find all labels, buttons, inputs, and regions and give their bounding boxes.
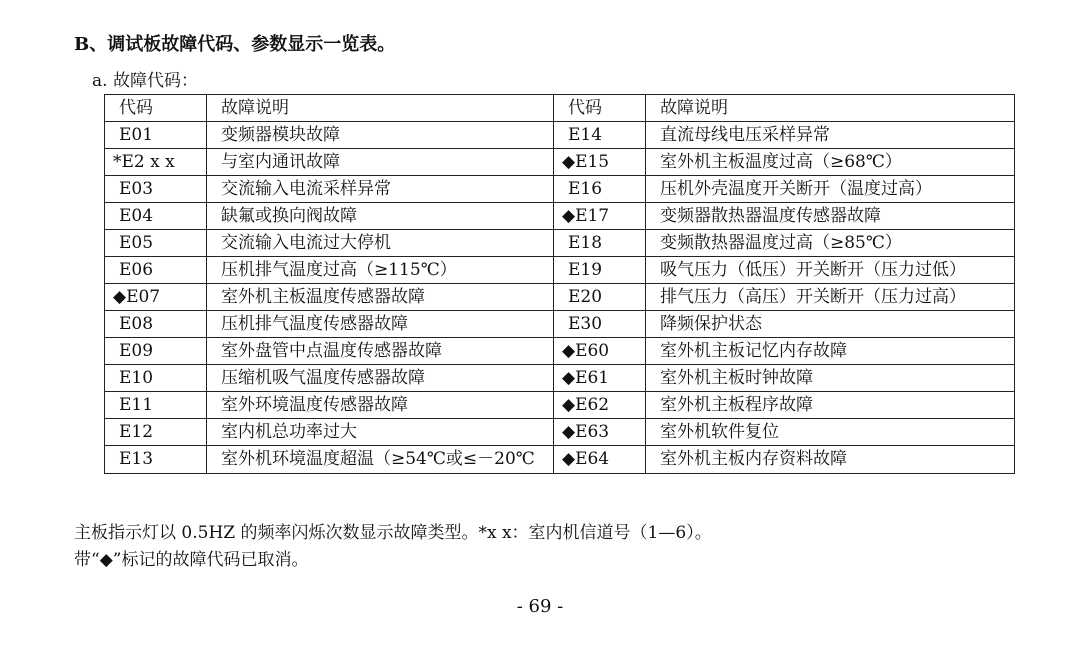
cell-desc-right: 吸气压力（低压）开关断开（压力过低）	[646, 257, 1015, 284]
cell-desc-left: 变频器模块故障	[207, 122, 554, 149]
cell-desc-left: 与室内通讯故障	[207, 149, 554, 176]
cell-desc-right: 变频散热器温度过高（≥85℃）	[646, 230, 1015, 257]
table-header-row	[105, 95, 1015, 122]
table-row	[105, 311, 1015, 338]
cell-code-right: E18	[554, 230, 646, 257]
table-row	[105, 257, 1015, 284]
cell-desc-left: 压机排气温度传感器故障	[207, 311, 554, 338]
cell-code-left: E10	[105, 365, 207, 392]
cell-desc-left: 压缩机吸气温度传感器故障	[207, 365, 554, 392]
cell-desc-left: 室外环境温度传感器故障	[207, 392, 554, 419]
cell-desc-left: 室内机总功率过大	[207, 419, 554, 446]
cell-desc-right: 室外机主板记忆内存故障	[646, 338, 1015, 365]
cell-desc-left: 室外盘管中点温度传感器故障	[207, 338, 554, 365]
cell-code-right: E19	[554, 257, 646, 284]
cell-desc-left: 室外机主板温度传感器故障	[207, 284, 554, 311]
cell-desc-left: 交流输入电流采样异常	[207, 176, 554, 203]
table-row	[105, 419, 1015, 446]
cell-code-left: E09	[105, 338, 207, 365]
note-blink-frequency: 主板指示灯以 0.5HZ 的频率闪烁次数显示故障类型。*x x：室内机信道号（1—6）。	[74, 523, 712, 543]
cell-code-right: E16	[554, 176, 646, 203]
table-row	[105, 203, 1015, 230]
cell-code-right: ◆E17	[554, 203, 646, 230]
page-number: - 69 -	[516, 596, 564, 617]
cell-code-left: E12	[105, 419, 207, 446]
cell-code-left: E03	[105, 176, 207, 203]
cell-code-left: E04	[105, 203, 207, 230]
cell-code-left: E08	[105, 311, 207, 338]
cell-desc-right: 室外机软件复位	[646, 419, 1015, 446]
cell-code-right: E30	[554, 311, 646, 338]
header-code-left: 代码	[105, 95, 207, 122]
header-code-right: 代码	[554, 95, 646, 122]
cell-desc-right: 室外机主板时钟故障	[646, 365, 1015, 392]
cell-desc-left: 交流输入电流过大停机	[207, 230, 554, 257]
table-row	[105, 392, 1015, 419]
table-row	[105, 149, 1015, 176]
cell-code-right: ◆E15	[554, 149, 646, 176]
cell-desc-right: 变频器散热器温度传感器故障	[646, 203, 1015, 230]
cell-code-right: ◆E61	[554, 365, 646, 392]
cell-code-right: E14	[554, 122, 646, 149]
table-row	[105, 176, 1015, 203]
cell-code-right: ◆E64	[554, 446, 646, 474]
cell-code-right: ◆E62	[554, 392, 646, 419]
cell-desc-right: 室外机主板内存资料故障	[646, 446, 1015, 474]
cell-desc-left: 室外机环境温度超温（≥54℃或≤－20℃	[207, 446, 554, 474]
fault-code-table	[104, 94, 1015, 474]
cell-desc-left: 缺氟或换向阀故障	[207, 203, 554, 230]
sub-heading: a. 故障代码：	[92, 71, 198, 91]
cell-code-left: ◆E07	[105, 284, 207, 311]
cell-code-right: ◆E60	[554, 338, 646, 365]
cell-code-left: E11	[105, 392, 207, 419]
cell-code-left: E01	[105, 122, 207, 149]
cell-desc-right: 降频保护状态	[646, 311, 1015, 338]
cell-desc-right: 室外机主板温度过高（≥68℃）	[646, 149, 1015, 176]
table-row	[105, 284, 1015, 311]
note-cancelled-codes: 带“◆”标记的故障代码已取消。	[74, 550, 309, 570]
cell-code-left: *E2 x x	[105, 149, 207, 176]
section-heading: B、调试板故障代码、参数显示一览表。	[74, 34, 396, 55]
cell-desc-right: 直流母线电压采样异常	[646, 122, 1015, 149]
cell-desc-left: 压机排气温度过高（≥115℃）	[207, 257, 554, 284]
header-desc-right: 故障说明	[646, 95, 1015, 122]
cell-code-left: E05	[105, 230, 207, 257]
cell-code-left: E13	[105, 446, 207, 474]
cell-code-right: E20	[554, 284, 646, 311]
cell-desc-right: 室外机主板程序故障	[646, 392, 1015, 419]
cell-desc-right: 压机外壳温度开关断开（温度过高）	[646, 176, 1015, 203]
table-row	[105, 338, 1015, 365]
table-row	[105, 446, 1015, 474]
table-row	[105, 230, 1015, 257]
cell-code-left: E06	[105, 257, 207, 284]
cell-code-right: ◆E63	[554, 419, 646, 446]
header-desc-left: 故障说明	[207, 95, 554, 122]
cell-desc-right: 排气压力（高压）开关断开（压力过高）	[646, 284, 1015, 311]
table-row	[105, 365, 1015, 392]
table-row	[105, 122, 1015, 149]
